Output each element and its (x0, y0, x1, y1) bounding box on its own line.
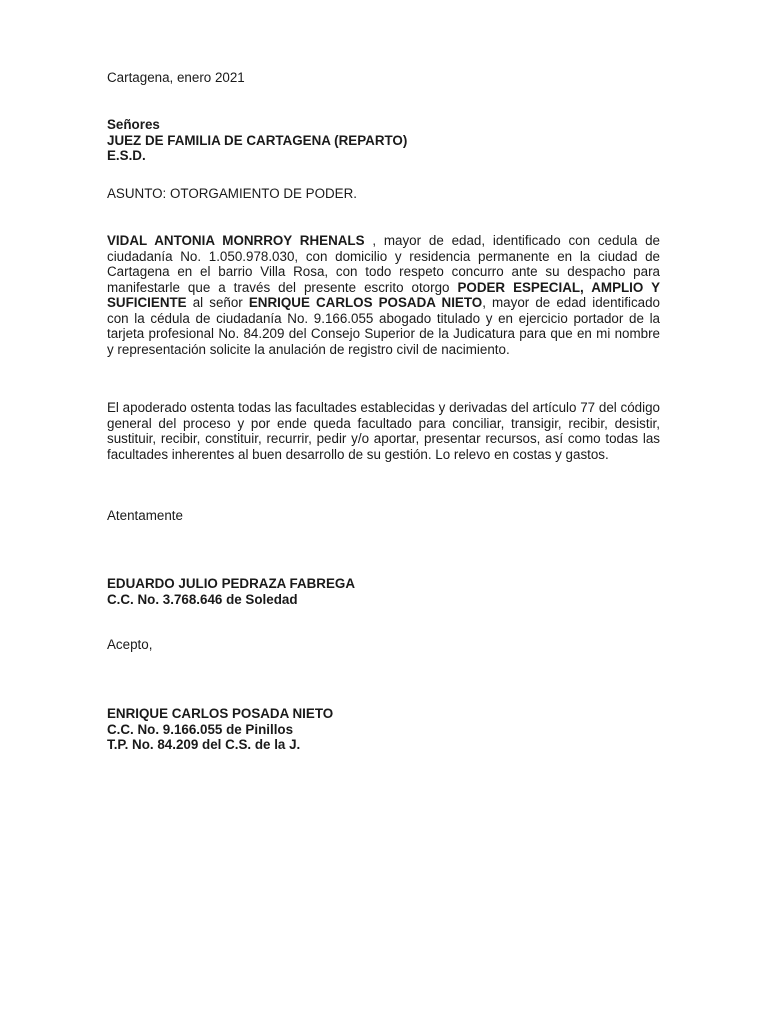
salutation: Señores (107, 117, 160, 132)
paragraph-text: al señor (186, 295, 249, 310)
esd: E.S.D. (107, 148, 146, 163)
grantor-name: VIDAL ANTONIA MONRROY RHENALS (107, 233, 365, 248)
place-date: Cartagena, enero 2021 (107, 70, 245, 85)
closing: Atentamente (107, 508, 183, 523)
acceptance-block (107, 706, 660, 753)
paragraph-power-grant (107, 233, 660, 357)
signer-block (107, 576, 660, 607)
paragraph-faculties: El apoderado ostenta todas las facultades establecidas y derivadas del artículo 77 del código general del proceso y por ende queda facultado para conciliar, transigir, recibir, desistir, sustituir, recibir, constituir, recurrir, pedir y/o aportar, presentar recursos, así como todas las facultades inherentes al buen desarrollo de su gestión. Lo relevo en costas y gastos. (107, 400, 660, 462)
power-type: PODER ESPECIAL, AMPLIO Y SUFICIENTE (107, 279, 660, 310)
acceptor-tp: T.P. No. 84.209 del C.S. de la J. (107, 737, 301, 752)
acceptance-label: Acepto, (107, 637, 153, 652)
paragraph-text: , mayor de edad identificado con la cédula de ciudadanía No. 9.166.055 abogado titulado y en ejercicio portador de la tarjeta profesional No. 84.209 del Consejo Superior de la Judicatura para que en mi nombre y representación solicite la anulación de registro civil de nacimiento. (107, 295, 660, 357)
signer-id: C.C. No. 3.768.646 de Soledad (107, 591, 298, 607)
recipient-block (107, 117, 660, 164)
attorney-name: ENRIQUE CARLOS POSADA NIETO (248, 295, 483, 310)
signer-name: EDUARDO JULIO PEDRAZA FABREGA (107, 576, 355, 591)
subject-line: ASUNTO: OTORGAMIENTO DE PODER. (107, 186, 357, 201)
acceptor-id: C.C. No. 9.166.055 de Pinillos (107, 721, 294, 737)
court-name: JUEZ DE FAMILIA DE CARTAGENA (REPARTO) (107, 132, 408, 148)
paragraph-text: , mayor de edad, identificado con cedula de ciudadanía No. 1.050.978.030, con domicilio y residencia permanente en la ciudad de Cartagena en el barrio Villa Rosa, con todo respeto concurro ante su despacho para manifestarle que a través del presente escrito otorgo (107, 233, 661, 295)
acceptor-name: ENRIQUE CARLOS POSADA NIETO (107, 706, 334, 721)
